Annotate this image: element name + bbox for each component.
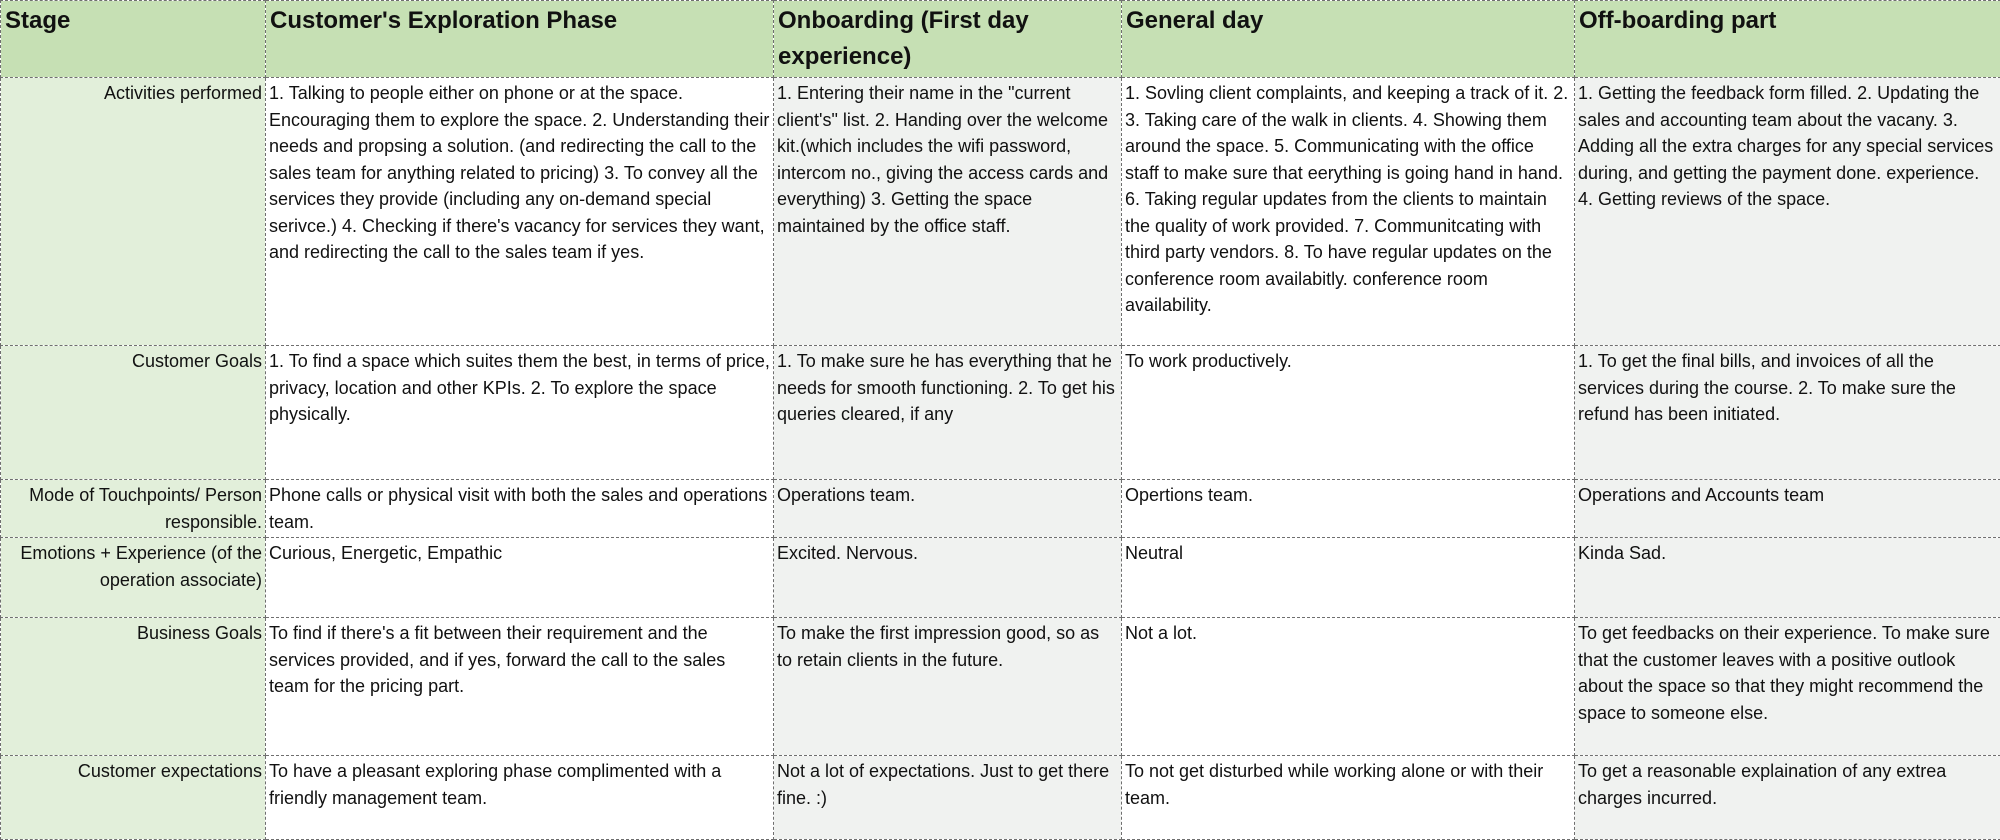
- cell-touchpoints-exploration[interactable]: Phone calls or physical visit with both the sales and operations team.: [266, 480, 774, 538]
- cell-expectations-general-day[interactable]: To not get disturbed while working alone or with their team.: [1122, 756, 1575, 840]
- row-label-activities[interactable]: Activities performed: [1, 78, 266, 346]
- cell-business-general-day[interactable]: Not a lot.: [1122, 618, 1575, 756]
- cell-business-exploration[interactable]: To find if there's a fit between their requirement and the services provided, and if yes, forward the call to the sales team for the pricing part.: [266, 618, 774, 756]
- row-label-expectations[interactable]: Customer expectations: [1, 756, 266, 840]
- table-row: [1, 538, 2000, 618]
- cell-activities-general-day[interactable]: 1. Sovling client complaints, and keeping a track of it. 2. 3. Taking care of the walk in clients. 4. Showing them around the space. 5. Communicating with the office staff to make sure that eerything is going hand in hand. 6. Taking regular updates from the clients to maintain the quality of work provided. 7. Communitcating with third party vendors. 8. To have regular updates on the conference room availabitly. conference room availability.: [1122, 78, 1575, 346]
- cell-activities-offboarding[interactable]: 1. Getting the feedback form filled. 2. Updating the sales and accounting team about the vacany. 3. Adding all the extra charges for any special services during, and getting the payment done. experience. 4. Getting reviews of the space.: [1575, 78, 2000, 346]
- cell-emotions-onboarding[interactable]: Excited. Nervous.: [774, 538, 1122, 618]
- cell-business-offboarding[interactable]: To get feedbacks on their experience. To make sure that the customer leaves with a positive outlook about the space so that they might recommend the space to someone else.: [1575, 618, 2000, 756]
- cell-expectations-offboarding[interactable]: To get a reasonable explaination of any extrea charges incurred.: [1575, 756, 2000, 840]
- cell-emotions-offboarding[interactable]: Kinda Sad.: [1575, 538, 2000, 618]
- cell-emotions-general-day[interactable]: Neutral: [1122, 538, 1575, 618]
- row-label-customer-goals[interactable]: Customer Goals: [1, 346, 266, 480]
- cell-emotions-exploration[interactable]: Curious, Energetic, Empathic: [266, 538, 774, 618]
- cell-business-onboarding[interactable]: To make the first impression good, so as to retain clients in the future.: [774, 618, 1122, 756]
- cell-touchpoints-onboarding[interactable]: Operations team.: [774, 480, 1122, 538]
- cell-goals-onboarding[interactable]: 1. To make sure he has everything that he needs for smooth functioning. 2. To get his queries cleared, if any: [774, 346, 1122, 480]
- header-exploration-phase[interactable]: Customer's Exploration Phase: [266, 1, 774, 78]
- cell-goals-offboarding[interactable]: 1. To get the final bills, and invoices of all the services during the course. 2. To make sure the refund has been initiated.: [1575, 346, 2000, 480]
- header-row: [1, 1, 2000, 78]
- cell-expectations-exploration[interactable]: To have a pleasant exploring phase complimented with a friendly management team.: [266, 756, 774, 840]
- row-label-business-goals[interactable]: Business Goals: [1, 618, 266, 756]
- row-label-touchpoints[interactable]: Mode of Touchpoints/ Person responsible.: [1, 480, 266, 538]
- row-label-emotions[interactable]: Emotions + Experience (of the operation associate): [1, 538, 266, 618]
- header-offboarding[interactable]: Off-boarding part: [1575, 1, 2000, 78]
- cell-activities-exploration[interactable]: 1. Talking to people either on phone or at the space. Encouraging them to explore the space. 2. Understanding their needs and propsing a solution. (and redirecting the call to the sales team for anything related to pricing) 3. To convey all the services they provide (including any on-demand special serivce.) 4. Checking if there's vacancy for services they want, and redirecting the call to the sales team if yes.: [266, 78, 774, 346]
- table-row: [1, 480, 2000, 538]
- cell-touchpoints-offboarding[interactable]: Operations and Accounts team: [1575, 480, 2000, 538]
- cell-expectations-onboarding[interactable]: Not a lot of expectations. Just to get there fine. :): [774, 756, 1122, 840]
- cell-touchpoints-general-day[interactable]: Opertions team.: [1122, 480, 1575, 538]
- table-row: [1, 78, 2000, 346]
- table-row: [1, 618, 2000, 756]
- cell-goals-general-day[interactable]: To work productively.: [1122, 346, 1575, 480]
- cell-activities-onboarding[interactable]: 1. Entering their name in the "current client's" list. 2. Handing over the welcome kit.(which includes the wifi password, intercom no., giving the access cards and everything) 3. Getting the space maintained by the office staff.: [774, 78, 1122, 346]
- header-general-day[interactable]: General day: [1122, 1, 1575, 78]
- table-row: [1, 756, 2000, 840]
- header-stage[interactable]: Stage: [1, 1, 266, 78]
- cell-goals-exploration[interactable]: 1. To find a space which suites them the best, in terms of price, privacy, location and other KPIs. 2. To explore the space physically.: [266, 346, 774, 480]
- header-onboarding[interactable]: Onboarding (First day experience): [774, 1, 1122, 78]
- table-row: [1, 346, 2000, 480]
